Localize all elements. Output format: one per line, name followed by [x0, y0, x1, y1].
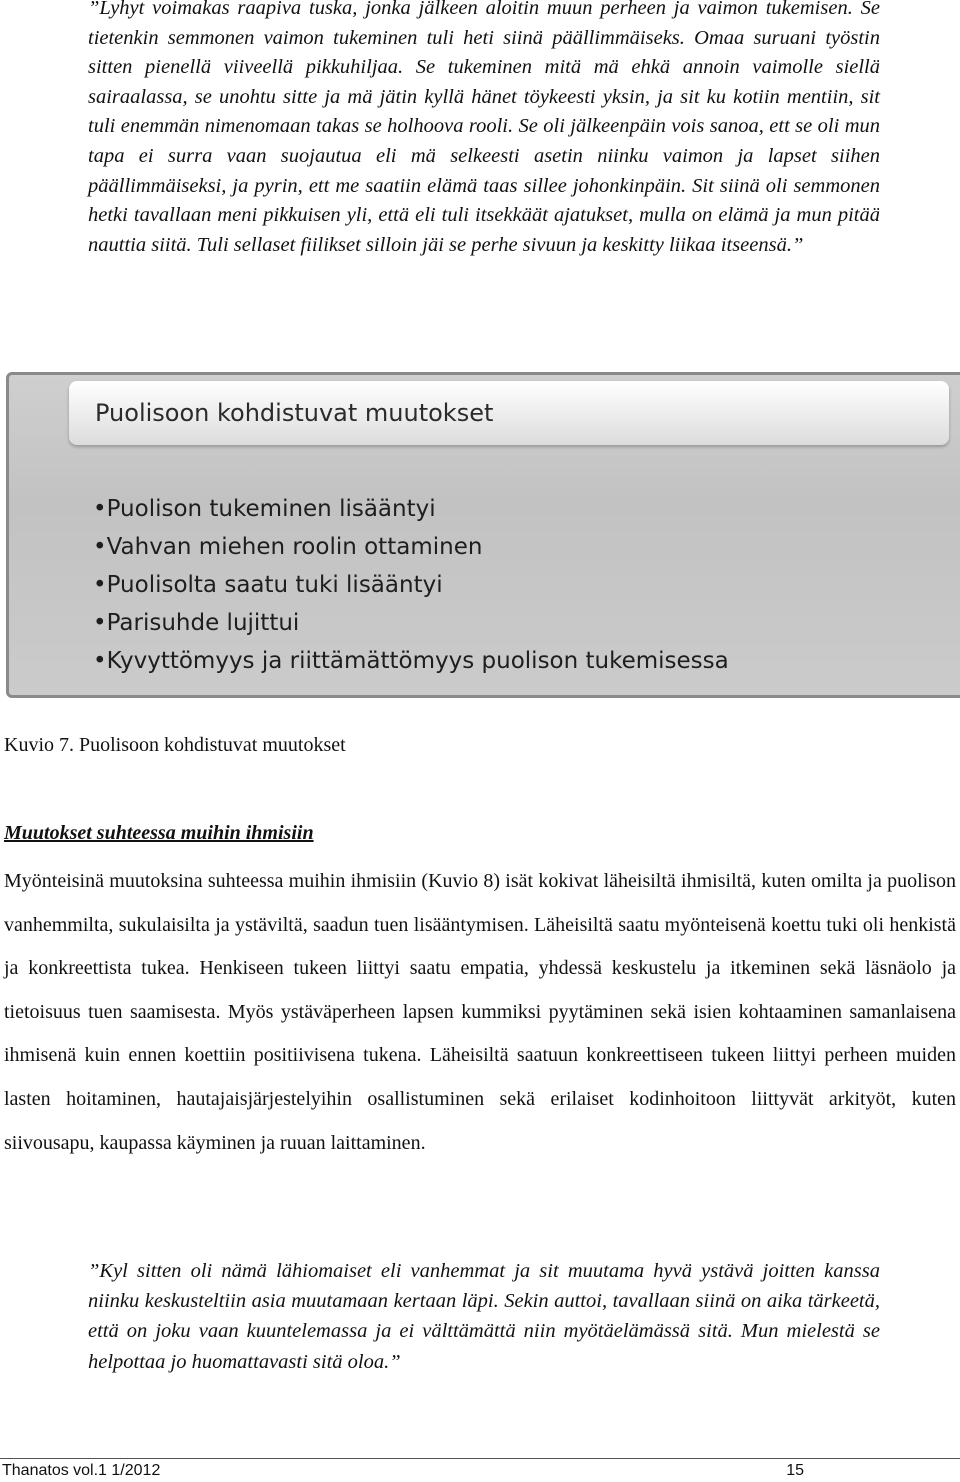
figure-diagram: [6, 372, 960, 698]
page-number: 15: [786, 1462, 804, 1479]
figure-list-item: • Parisuhde lujittui: [93, 604, 729, 642]
interview-quote: ”Lyhyt voimakas raapiva tuska, jonka jälkeen aloitin muun perheen ja vaimon tukemisen. Se tietenkin semmonen vaimon tukeminen tuli heti siinä päällimmäiseks. Omaa suruani työstin sitten pienellä viiveellä pikkuhiljaa. Se tukeminen mitä mä ehkä annoin vaimolle siellä sairaalassa, se unohtu sitte ja mä jätin kyllä hänet töykeesti yksin, ja sit ku kotiin mentiin, sit tuli enemmän nimenomaan takas se holhoova rooli. Se oli jälkeenpäin vois sanoa, ett se oli mun tapa ei surra vaan suojautua eli mä selkeesti asetin niinku vaimon ja lapset siihen päällimmäiseksi, ja pyrin, ett me saatiin elämä taas sillee johonkinpäin. Sit siinä oli semmonen hetki tavallaan meni pikkuisen yli, että eli tuli itsekkäät ajatukset, mulla on elämä ja mun pitää nauttia siitä. Tuli sellaset fiilikset silloin jäi se perhe sivuun ja keskitty liikaa itseensä.”: [88, 0, 880, 256]
body-paragraph: Myönteisinä muutoksina suhteessa muihin ihmisiin (Kuvio 8) isät kokivat läheisiltä ihmisiltä, kuten omilta ja puolison vanhemmilta, sukulaisilta ja ystäviltä, saadun tuen lisääntymisen. Läheisiltä saatu myönteisenä koettu tuki oli henkistä ja konkreettista tukea. Henkiseen tukeen liittyi saatu empatia, yhdessä keskustelu ja itkeminen sekä läsnäolo ja tietoisuus tuen saamisesta. Myös ystäväperheen lapsen kummiksi pyytäminen sekä isien kohtaaminen samanlaisena ihmisenä kuin ennen koettiin positiivisena tukena. Läheisiltä saatuun konkreettiseen tukeen liittyi perheen muiden lasten hoitaminen, hautajaisjärjestelyihin osallistuminen sekä erilaiset kodinhoitoon liittyvät arkityöt, kuten siivousapu, kaupassa käyminen ja ruuan laittaminen.: [4, 870, 956, 1154]
interview-quote-2: ”Kyl sitten oli nämä lähiomaiset eli vanhemmat ja sit muutama hyvä ystävä joitten kanssa niinku keskusteltiin asia muutamaan kertaan läpi. Sekin auttoi, tavallaan siinä on aika tärkeetä, että on joku vaan kuuntelemassa ja ei välttämättä niin myötäelämässä sitä. Mun mielestä se helpottaa jo huomattavasti sitä oloa.”: [88, 1260, 880, 1373]
figure-caption: Kuvio 7. Puolisoon kohdistuvat muutokset: [4, 734, 346, 756]
footer-divider: [0, 1458, 960, 1459]
figure-list-item: • Kyvyttömyys ja riittämättömyys puolison tukemisessa: [93, 642, 729, 680]
section-heading: Muutokset suhteessa muihin ihmisiin: [4, 822, 314, 844]
figure-title-box: [69, 381, 949, 445]
figure-list-item: • Puolisolta saatu tuki lisääntyi: [93, 566, 729, 604]
figure-list-item: • Vahvan miehen roolin ottaminen: [93, 528, 729, 566]
figure-list: [93, 490, 729, 680]
figure-title: Puolisoon kohdistuvat muutokset: [95, 399, 494, 427]
figure-list-item: • Puolison tukeminen lisääntyi: [93, 490, 729, 528]
footer-journal: Thanatos vol.1 1/2012: [2, 1462, 161, 1479]
